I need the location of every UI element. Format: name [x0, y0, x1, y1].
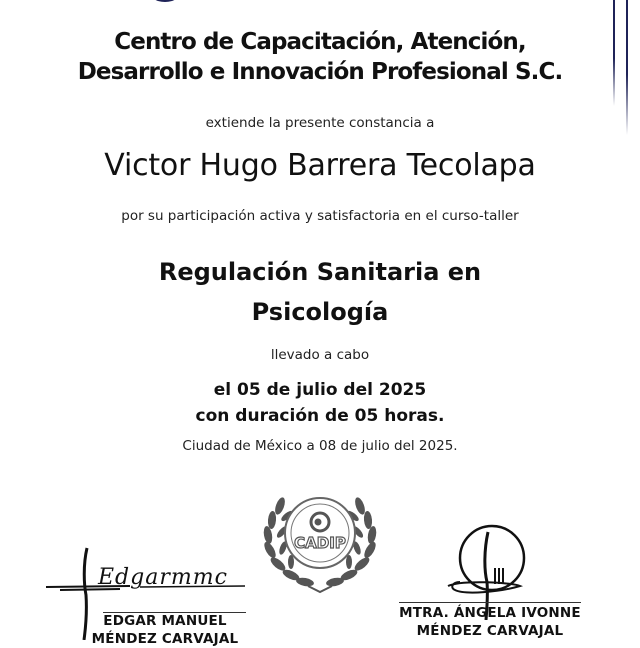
signatory-2	[390, 604, 590, 640]
organization-line-1: Centro de Capacitación, Atención,	[114, 29, 526, 55]
intro-text: extiende la presente constancia a	[205, 115, 435, 131]
organization-line-2: Desarrollo e Innovación Profesional S.C.	[77, 59, 563, 85]
held-label: llevado a cabo	[270, 347, 370, 363]
issue-place-date: Ciudad de México a 08 de julio del 2025.	[182, 438, 458, 454]
svg-text:CADIP: CADIP	[294, 534, 346, 552]
signatory-1	[60, 612, 270, 648]
svg-text:Edgarmmc: Edgarmmc	[98, 565, 228, 590]
signatory-1-name-line-2: MÉNDEZ CARVAJAL	[91, 631, 239, 647]
signatory-1-name-line-1: EDGAR MANUEL	[103, 613, 227, 629]
course-title	[0, 252, 640, 332]
event-details	[0, 377, 640, 429]
signature-line	[399, 602, 581, 603]
logo-emblem-partial	[148, 0, 182, 2]
cadip-seal-icon	[258, 478, 382, 598]
recipient-name: Victor Hugo Barrera Tecolapa	[104, 148, 536, 183]
course-title-line-1: Regulación Sanitaria en	[158, 258, 482, 286]
organization-name	[0, 27, 640, 87]
signatory-2-name-line-2: MÉNDEZ CARVAJAL	[416, 623, 564, 639]
course-title-line-2: Psicología	[251, 298, 389, 326]
duration: con duración de 05 horas.	[195, 406, 445, 426]
participation-text: por su participación activa y satisfactoria en el curso-taller	[121, 208, 519, 224]
signatory-2-name-line-1: MTRA. ÁNGELA IVONNE	[399, 605, 581, 621]
event-date: el 05 de julio del 2025	[213, 380, 427, 400]
